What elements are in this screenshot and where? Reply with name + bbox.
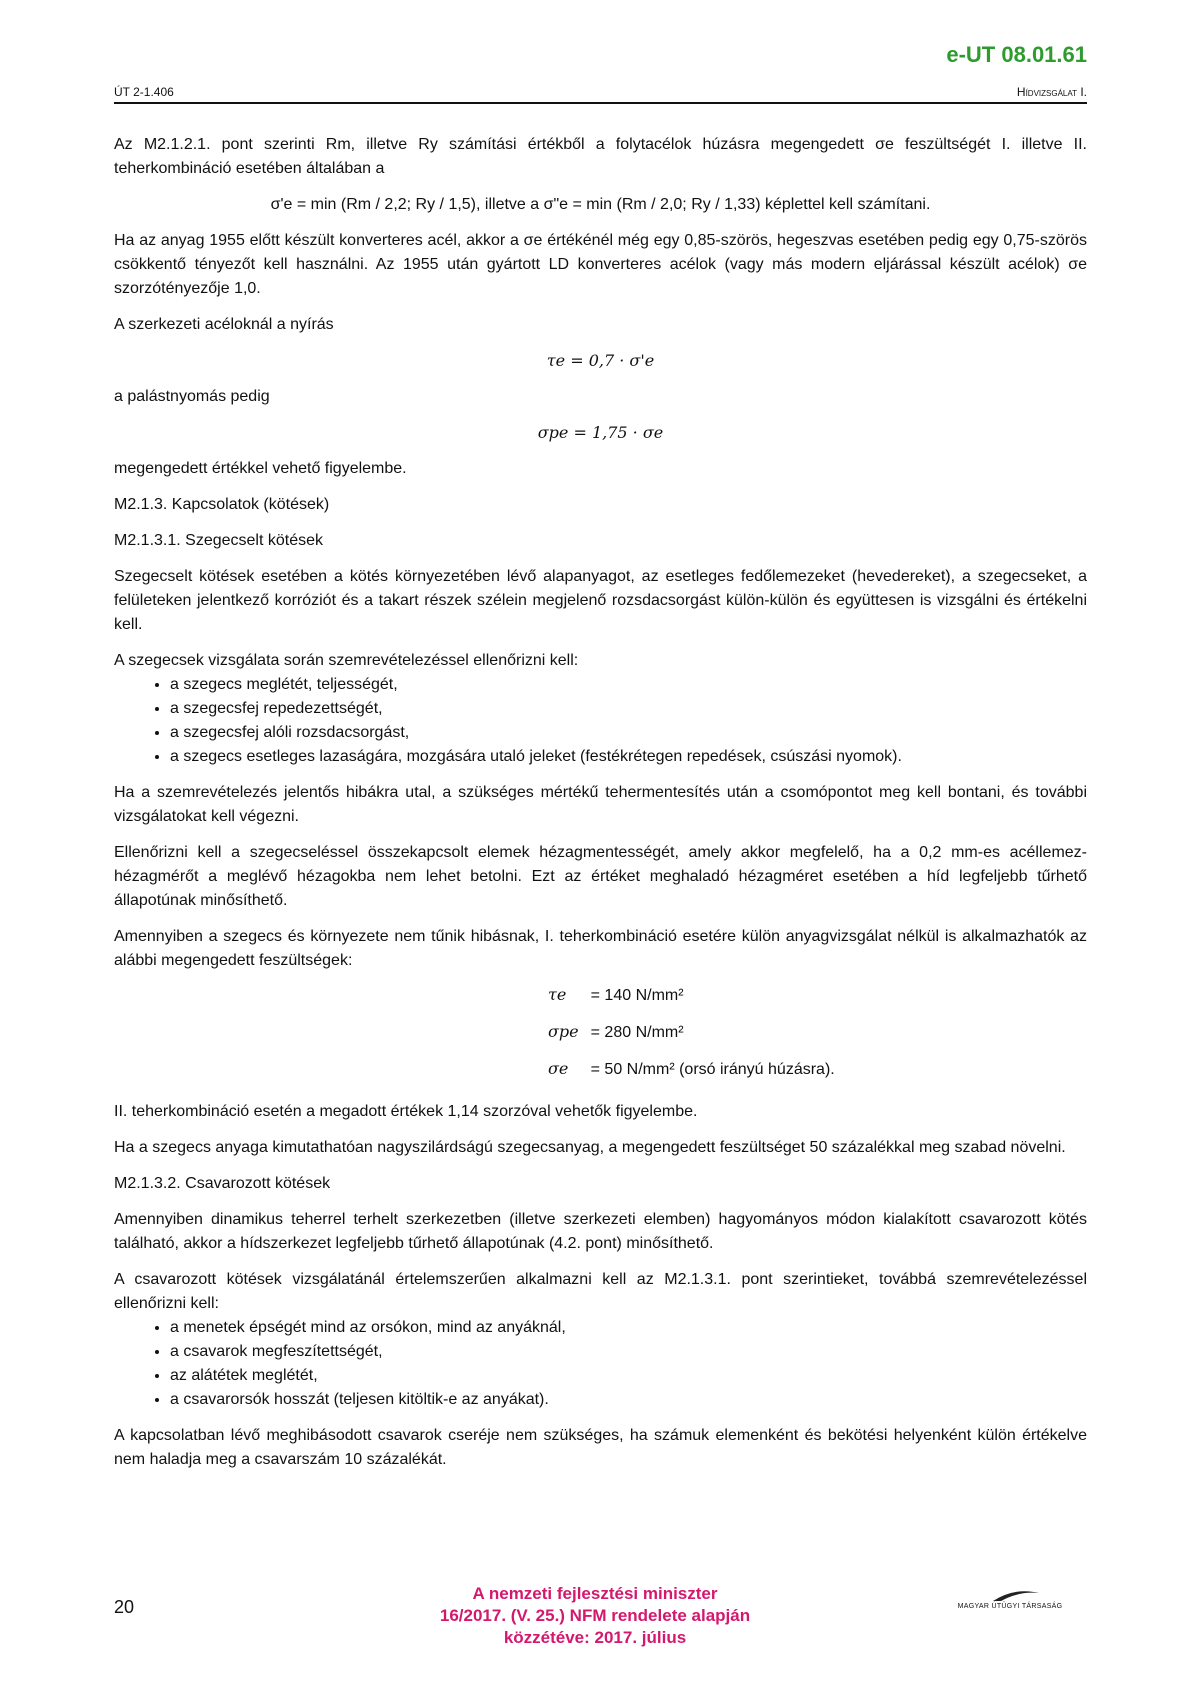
list-item: • a szegecs meglétét, teljességét, [170,673,1087,697]
value-text: = 140 N/mm² [590,987,684,1004]
publication-note-line: 16/2017. (V. 25.) NFM rendelete alapján [439,1606,751,1625]
paragraph: A kapcsolatban lévő meghibásodott csavarok cseréje nem szükséges, ha számuk elemenként és bekötési helyenként külön értékelve nem haladja meg a csavarszám 10 százalékát. [114,1427,1087,1468]
paragraph: Ellenőrizni kell a szegecseléssel összekapcsolt elemek hézagmentességét, amely akkor megfelelő, ha a 0,2 mm-es acéllemez-hézagmérőt a meglévő hézagokba nem lehet betolni. Ezt az értéket meghaladó hézagméret esetében a híd legfeljebb tűrhető állapotúnak minősíthető. [114,844,1087,909]
table-row [542,1051,841,1088]
page-body [114,133,1087,1484]
list-item: • az alátétek meglétét, [170,1364,1087,1388]
value-text: = 280 N/mm² [590,1024,684,1041]
paragraph: Ha a szegecs anyaga kimutathatóan nagyszilárdságú szegecsanyag, a megengedett feszültséget 50 százalékkal meg szabad növelni. [114,1139,1066,1156]
paragraph: Ha az anyag 1955 előtt készült konverteres acél, akkor a σe értékénél még egy 0,85-szörös, hegeszvas esetében pedig egy 0,75-szörös csökkentő tényezőt kell használni. Az 1955 után gyártott LD konverteres acélok (vagy más modern eljárással készült acélok) σe szorzótényezője 1,0. [114,232,1087,297]
header-rule [114,102,1087,104]
logo-swoosh-icon [935,1587,1085,1603]
page-number: 20 [114,1597,135,1617]
section-heading: M2.1.3.2. Csavarozott kötések [114,1175,331,1192]
paragraph: a palástnyomás pedig [114,388,270,405]
publication-note [390,1583,800,1649]
formula: τe = 0,7 · σ'e [546,351,655,370]
section-heading: M2.1.3.1. Szegecselt kötések [114,532,323,549]
paragraph: Amennyiben dinamikus teherrel terhelt szerkezetben (illetve szerkezeti elemben) hagyományos módon kialakított csavarozott kötés található, akkor a hídszerkezet legfeljebb tűrhető állapotúnak (4.2. pont) minősíthető. [114,1211,1087,1252]
paragraph: II. teherkombináció esetén a megadott értékek 1,14 szorzóval vehetők figyelembe. [114,1103,698,1120]
publication-note-line: közzétéve: 2017. július [503,1628,687,1647]
section-heading: M2.1.3. Kapcsolatok (kötések) [114,496,330,513]
value-text: = 50 N/mm² (orsó irányú húzásra). [590,1061,835,1078]
bullet-list [114,1316,1087,1412]
list-item: • a csavarok megfeszítettségét, [170,1340,1087,1364]
paragraph: Az M2.1.2.1. pont szerinti Rm, illetve Ry számítási értékből a folytacélok húzásra megengedett σe feszültségét I. illetve II. teherkombináció esetében általában a [114,136,1087,177]
list-item: • a szegecsfej alóli rozsdacsorgást, [170,721,1087,745]
paragraph: Szegecselt kötések esetében a kötés környezetében lévő alapanyagot, az esetleges fedőlemezeket (hevedereket), a szegecseket, a felületeken jelentkező korróziót és a takart részek szélein megjelenő rozsdacsorgást külön-külön és együttesen is vizsgálni és értékelni kell. [114,568,1087,633]
list-item: • a menetek épségét mind az orsókon, mind az anyáknál, [170,1316,1087,1340]
logo-text: MAGYAR ÚTÜGYI TÁRSASÁG [957,1603,1063,1610]
paragraph: megengedett értékkel vehető figyelembe. [114,460,407,477]
bullet-list [114,673,1087,769]
value-symbol: σe [548,1059,569,1078]
stress-values-table [542,977,841,1088]
formula: σpe = 1,75 · σe [537,423,664,442]
list-item: • a szegecs esetleges lazaságára, mozgására utaló jeleket (festékrétegen repedések, csúszási nyomok). [170,745,1087,769]
publication-note-line: A nemzeti fejlesztési miniszter [472,1584,718,1603]
header-right: Hídvizsgálat I. [1016,85,1087,99]
society-logo [935,1587,1085,1617]
list-item: • a csavarorsók hosszát (teljesen kitöltik-e az anyákat). [170,1388,1087,1412]
document-code: e-UT 08.01.61 [946,42,1087,67]
paragraph: A szegecsek vizsgálata során szemrevételezéssel ellenőrizni kell: [114,652,579,669]
paragraph: Amennyiben a szegecs és környezete nem tűnik hibásnak, I. teherkombináció esetére külön anyagvizsgálat nélkül is alkalmazhatók az alábbi megengedett feszültségek: [114,928,1087,969]
value-symbol: σpe [548,1022,579,1041]
list-item: • a szegecsfej repedezettségét, [170,697,1087,721]
paragraph: Ha a szemrevételezés jelentős hibákra utal, a szükséges mértékű tehermentesítés után a csomópontot meg kell bontani, és további vizsgálatokat kell végezni. [114,784,1087,825]
table-row [542,1014,841,1051]
paragraph: A csavarozott kötések vizsgálatánál értelemszerűen alkalmazni kell az M2.1.3.1. pont szerintieket, továbbá szemrevételezéssel ellenőrizni kell: [114,1271,1087,1312]
table-row [542,977,841,1014]
formula: σ'e = min (Rm / 2,2; Ry / 1,5), illetve a σ"e = min (Rm / 2,0; Ry / 1,33) képlettel kell számítani. [270,196,931,213]
header-left: ÚT 2-1.406 [114,85,174,99]
value-symbol: τe [548,985,567,1004]
paragraph: A szerkezeti acéloknál a nyírás [114,316,334,333]
